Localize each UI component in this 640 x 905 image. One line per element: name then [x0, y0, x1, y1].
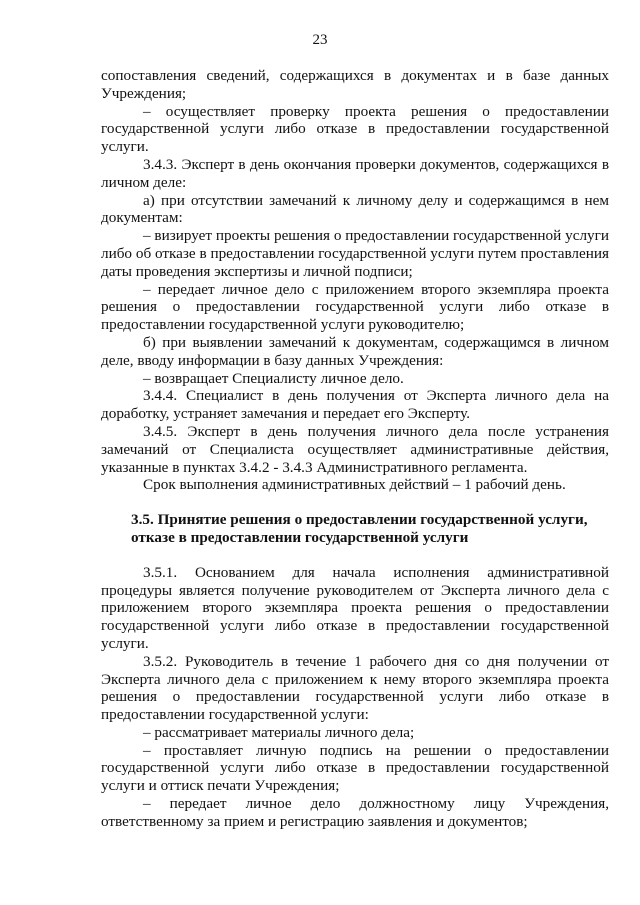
- list-item: – рассматривает материалы личного дела;: [143, 723, 415, 741]
- list-item: – осуществляет проверку проекта решения о предоставлении государственной услуги либо отказе в предоставлении государственной услуги.: [101, 102, 609, 156]
- document-body: [101, 67, 609, 831]
- list-item: – возвращает Специалисту личное дело.: [143, 369, 404, 387]
- section-heading-line-2: отказе в предоставлении государственной услуги: [131, 528, 469, 546]
- paragraph: а) при отсутствии замечаний к личному делу и содержащимся в нем документам:: [101, 191, 609, 227]
- section-heading-line-1: 3.5. Принятие решения о предоставлении государственной услуги,: [131, 511, 588, 529]
- paragraph: 3.5.2. Руководитель в течение 1 рабочего дня со дня получении от Эксперта личного дела с приложением к нему второго экземпляра проекта решения о предоставлении государственной услуги либо отказе в предоставлении государственной услуги:: [101, 652, 609, 724]
- list-item: – передает личное дело с приложением второго экземпляра проекта решения о предоставлении государственной услуги либо отказе в предоставлении государственной услуги руководителю;: [101, 280, 609, 334]
- list-item: – визирует проекты решения о предоставлении государственной услуги либо об отказе в предоставлении государственной услуги путем проставления даты проведения экспертизы и личной подписи;: [101, 227, 609, 280]
- list-item: – проставляет личную подпись на решении о предоставлении государственной услуги либо отказе в предоставлении государственной услуги и оттиск печати Учреждения;: [101, 741, 609, 795]
- page-number: 23: [312, 32, 328, 48]
- paragraph: Срок выполнения административных действий – 1 рабочий день.: [143, 476, 566, 494]
- paragraph: б) при выявлении замечаний к документам, содержащимся в личном деле, вводу информации в базу данных Учреждения:: [101, 333, 609, 369]
- paragraph: 3.4.5. Эксперт в день получения личного дела после устранения замечаний от Специалиста осуществляет административные действия, указанные в пунктах 3.4.2 - 3.4.3 Административного регламента.: [101, 422, 609, 476]
- paragraph: 3.4.4. Специалист в день получения от Эксперта личного дела на доработку, устраняет замечания и передает его Эксперту.: [101, 387, 609, 423]
- paragraph: 3.4.3. Эксперт в день окончания проверки документов, содержащихся в личном деле:: [101, 155, 609, 191]
- paragraph: 3.5.1. Основанием для начала исполнения административной процедуры является получение руководителем от Эксперта личного дела с приложением второго экземпляра проекта решения о предоставлении государственной услуги либо отказе в предоставлении государственной услуги.: [101, 563, 609, 652]
- list-item: – передает личное дело должностному лицу Учреждения, ответственному за прием и регистрацию заявления и документов;: [101, 795, 609, 830]
- paragraph: сопоставления сведений, содержащихся в документах и в базе данных Учреждения;: [101, 67, 609, 102]
